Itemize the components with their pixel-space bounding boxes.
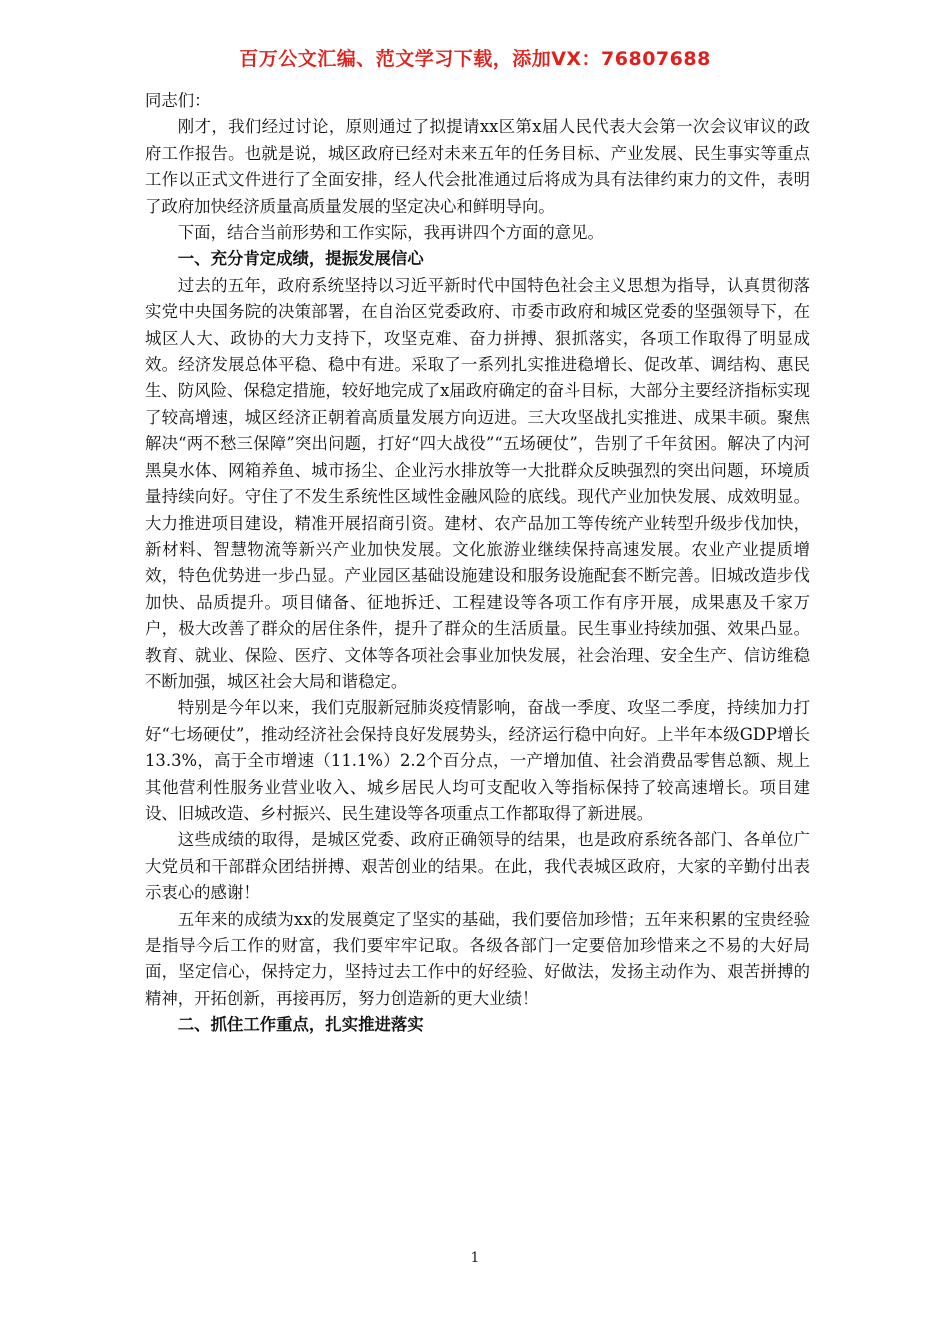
paragraph-achievements: 过去的五年，政府系统坚持以习近平新时代中国特色社会主义思想为指导，认真贯彻落实党中央国务院的决策部署，在自治区党委政府、市委市政府和城区党委的坚强领导下，在城区人大、政协的大力支持下，攻坚克难、奋力拼搏、狠抓落实，各项工作取得了明显成效。经济发展总体平稳、稳中有进。采取了一系列扎实推进稳增长、促改革、调结构、惠民生、防风险、保稳定措施，较好地完成了x届政府确定的奋斗目标，大部分主要经济指标实现了较高增速，城区经济正朝着高质量发展方向迈进。三大攻坚战扎实推进、成果丰硕。聚焦解决“两不愁三保障”突出问题，打好“四大战役”“五场硬仗”，告别了千年贫困。解决了内河黑臭水体、网箱养鱼、城市扬尘、企业污水排放等一大批群众反映强烈的突出问题，环境质量持续向好。守住了不发生系统性区域性金融风险的底线。现代产业加快发展、成效明显。大力推进项目建设，精准开展招商引资。建材、农产品加工等传统产业转型升级步伐加快，新材料、智慧物流等新兴产业加快发展。文化旅游业继续保持高速发展。农业产业提质增效，特色优势进一步凸显。产业园区基础设施建设和服务设施配套不断完善。旧城改造步伐加快、品质提升。项目储备、征地拆迁、工程建设等各项工作有序开展，成果惠及千家万户，极大改善了群众的居住条件，提升了群众的生活质量。民生事业持续加强、效果凸显。教育、就业、保险、医疗、文体等各项社会事业加快发展，社会治理、安全生产、信访维稳不断加强，城区社会大局和谐稳定。	[145, 275, 810, 691]
paragraph-this-year: 特别是今年以来，我们克服新冠肺炎疫情影响，奋战一季度、攻坚二季度，持续加力打好“七场硬仗”，推动经济社会保持良好发展势头，经济运行稳中向好。上半年本级GDP增长13.3%，高于全市增速（11.1%）2.2个百分点，一产增加值、社会消费品零售总额、规上其他营利性服务业营业收入、城乡居民人均可支配收入等指标保持了较高速增长。项目建设、旧城改造、乡村振兴、民生建设等各项重点工作都取得了新进展。	[145, 698, 810, 823]
salutation: 同志们：	[145, 91, 211, 110]
paragraph-thanks: 这些成绩的取得，是城区党委、政府正确领导的结果，也是政府系统各部门、各单位广大党员和干部群众团结拼搏、艰苦创业的结果。在此，我代表城区政府，大家的辛勤付出表示衷心的感谢！	[145, 830, 810, 903]
paragraph-transition: 下面，结合当前形势和工作实际，我再讲四个方面的意见。	[177, 223, 604, 243]
watermark-banner: 百万公文汇编、范文学习下载，添加VX：76807688	[239, 48, 711, 70]
page-number: 1	[470, 1250, 480, 1266]
paragraph-intro: 刚才，我们经过讨论，原则通过了拟提请xx区第x届人民代表大会第一次会议审议的政府工作报告。也就是说，城区政府已经对未来五年的任务目标、产业发展、民生事实等重点工作以正式文件进行了全面安排，经人代会批准通过后将成为具有法律约束力的文件，表明了政府加快经济质量高质量发展的坚定决心和鲜明导向。	[145, 117, 810, 216]
paragraph-cherish: 五年来的成绩为xx的发展奠定了坚实的基础，我们要倍加珍惜；五年来积累的宝贵经验是指导今后工作的财富，我们要牢牢记取。各级各部门一定要倍加珍惜来之不易的大好局面，坚定信心，保持定力，坚持过去工作中的好经验、好做法，发扬主动作为、艰苦拼搏的精神，开拓创新，再接再厉，努力创造新的更大业绩！	[145, 909, 810, 1008]
section-heading-1: 一、充分肯定成绩，提振发展信心	[177, 249, 424, 269]
section-heading-2: 二、抓住工作重点，扎实推进落实	[177, 1015, 424, 1035]
document-body	[145, 88, 810, 1039]
